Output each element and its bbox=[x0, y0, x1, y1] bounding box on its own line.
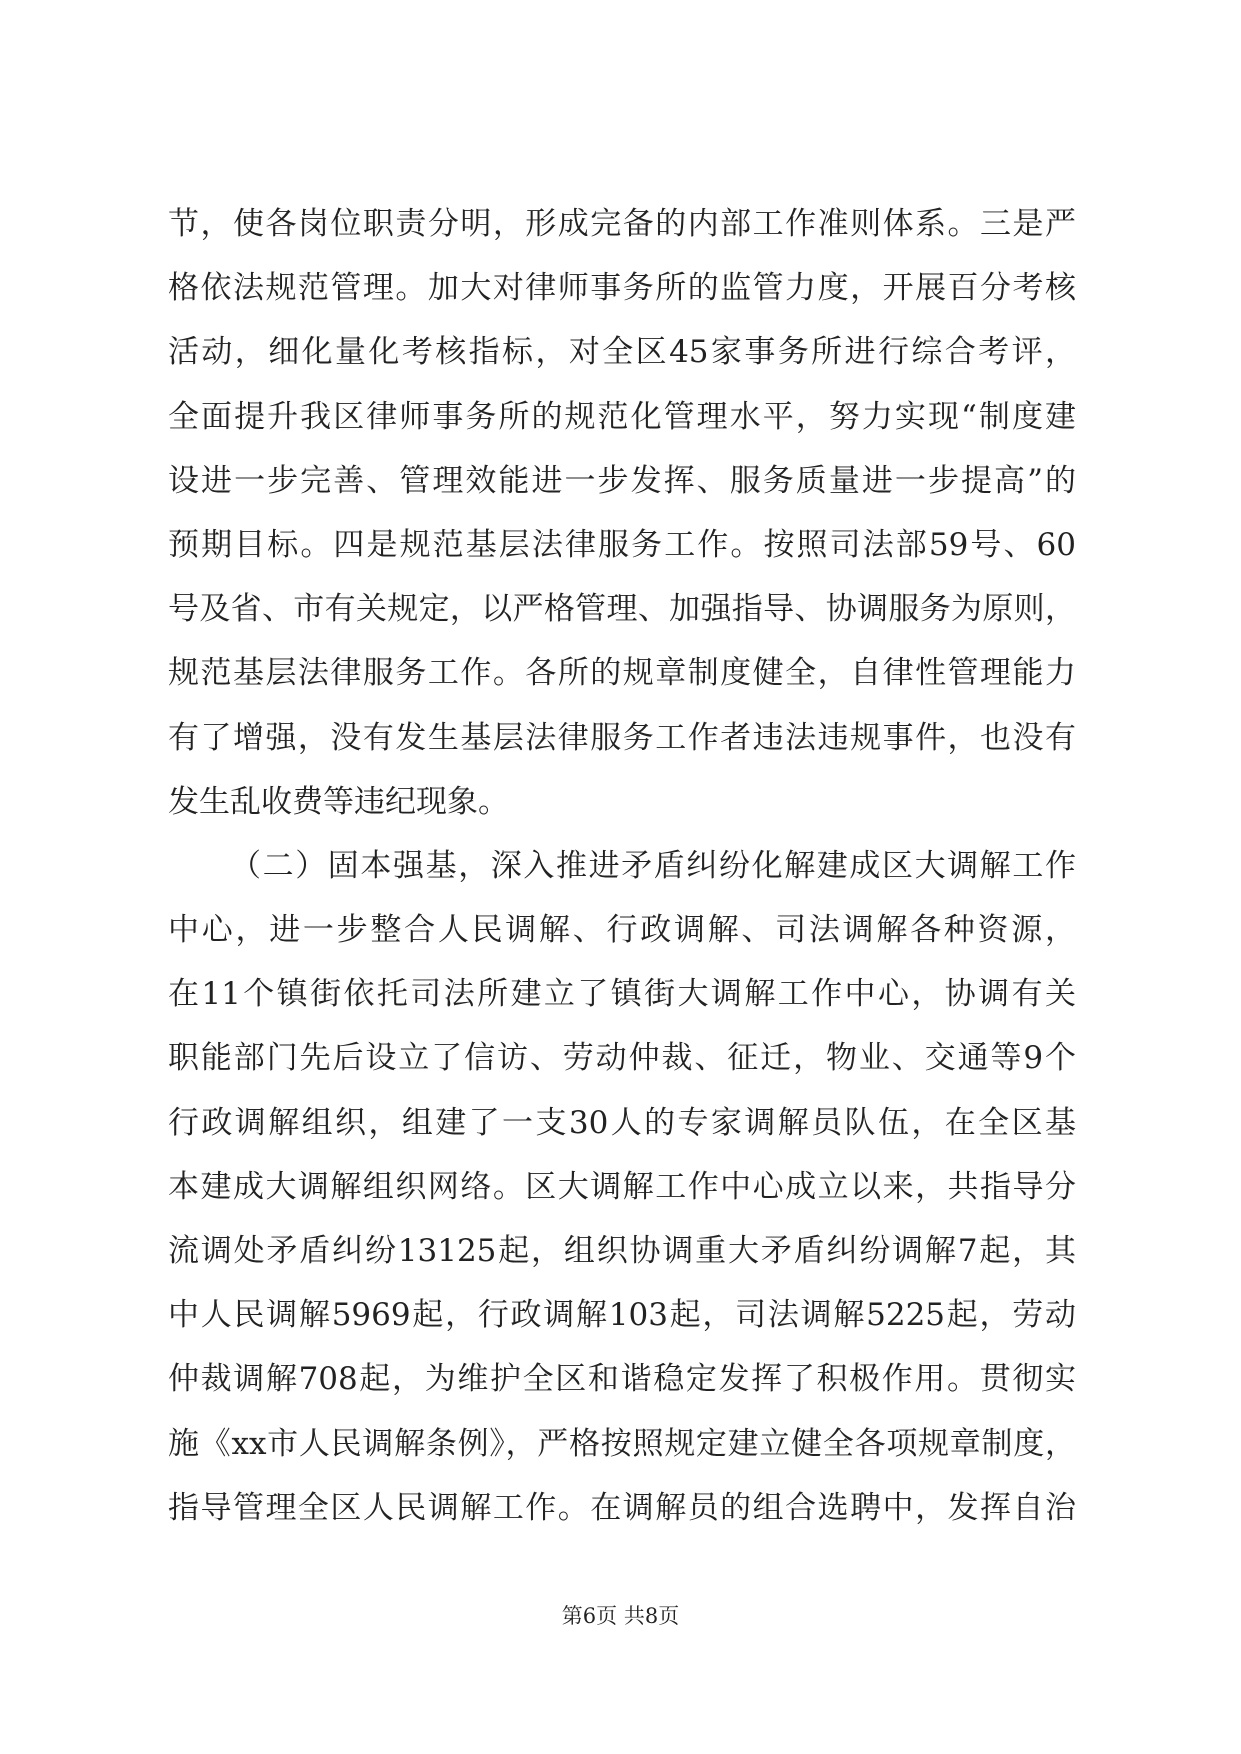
text-line: 号及省、市有关规定，以严格管理、加强指导、协调服务为原则， bbox=[168, 591, 1076, 628]
text-line: 节，使各岗位职责分明，形成完备的内部工作准则体系。三是严 bbox=[168, 206, 1076, 242]
text-line: 行政调解组织，组建了一支30人的专家调解员队伍，在全区基 bbox=[168, 1104, 1076, 1141]
text-line: 中人民调解5969起，行政调解103起，司法调解5225起，劳动 bbox=[168, 1297, 1076, 1334]
text-line: 仲裁调解708起，为维护全区和谐稳定发挥了积极作用。贯彻实 bbox=[168, 1361, 1076, 1398]
text-line: 施《xx市人民调解条例》，严格按照规定建立健全各项规章制度， bbox=[168, 1425, 1076, 1462]
section-heading-line: （二）固本强基，深入推进矛盾纠纷化解建成区大调解工作 bbox=[230, 847, 1076, 884]
text-line: 本建成大调解组织网络。区大调解工作中心成立以来，共指导分 bbox=[168, 1168, 1076, 1205]
text-line: 有了增强，没有发生基层法律服务工作者违法违规事件，也没有 bbox=[168, 719, 1076, 756]
page-number-footer: 第6页 共8页 bbox=[561, 1604, 680, 1628]
document-body bbox=[168, 192, 1076, 1540]
text-line: 指导管理全区人民调解工作。在调解员的组合选聘中，发挥自治 bbox=[168, 1489, 1076, 1526]
text-line: 预期目标。四是规范基层法律服务工作。按照司法部59号、60 bbox=[168, 526, 1076, 563]
text-line: 流调处矛盾纠纷13125起，组织协调重大矛盾纠纷调解7起，其 bbox=[168, 1233, 1076, 1269]
paragraph-end-line: 发生乱收费等违纪现象。 bbox=[168, 783, 509, 820]
text-line: 职能部门先后设立了信访、劳动仲裁、征迁，物业、交通等9个 bbox=[168, 1040, 1076, 1077]
text-line: 规范基层法律服务工作。各所的规章制度健全，自律性管理能力 bbox=[168, 655, 1076, 692]
text-line: 活动，细化量化考核指标，对全区45家事务所进行综合考评， bbox=[168, 334, 1076, 371]
text-line: 格依法规范管理。加大对律师事务所的监管力度，开展百分考核 bbox=[168, 270, 1076, 307]
text-line: 在11个镇街依托司法所建立了镇街大调解工作中心，协调有关 bbox=[168, 976, 1076, 1013]
text-line: 中心，进一步整合人民调解、行政调解、司法调解各种资源， bbox=[168, 912, 1076, 949]
text-line: 设进一步完善、管理效能进一步发挥、服务质量进一步提高”的 bbox=[168, 462, 1076, 499]
text-line: 全面提升我区律师事务所的规范化管理水平，努力实现“制度建 bbox=[168, 398, 1076, 435]
